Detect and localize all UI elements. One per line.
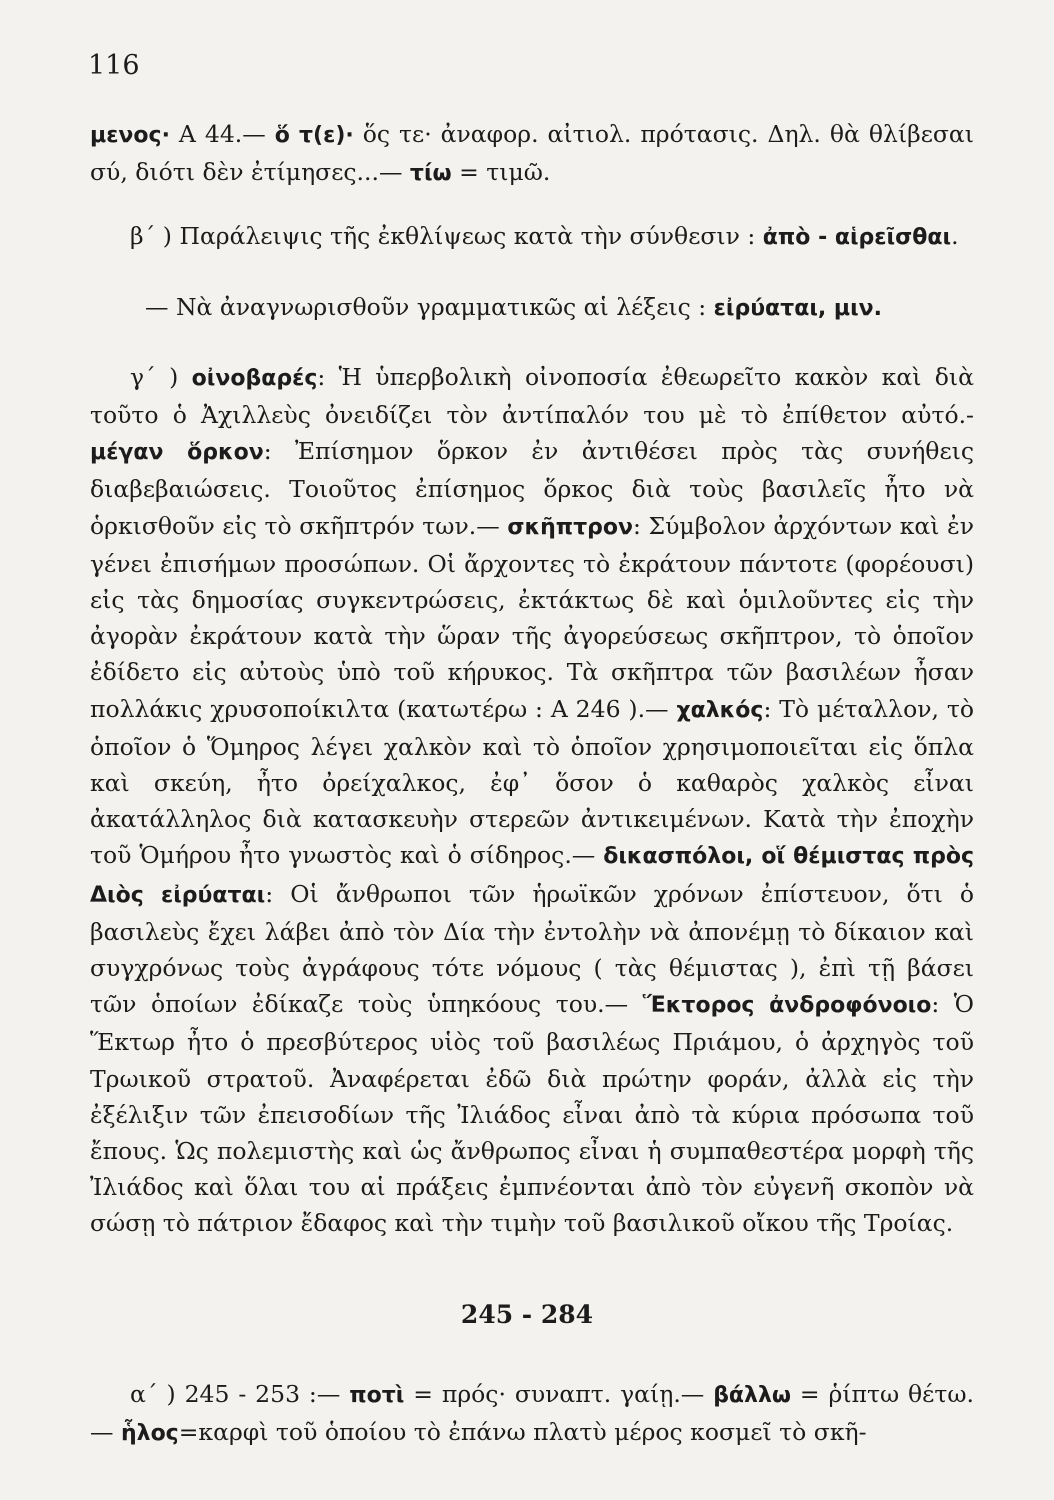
- lemma: σκῆπτρον: [507, 514, 634, 540]
- lemma: τίω: [409, 161, 452, 187]
- text: : Οἱ ἄνθρωποι τῶν ἡρωϊκῶν χρόνων ἐπίστευον, ὅτι ὁ βασιλεὺς ἔχει λάβει ἀπὸ τὸν Δία τὴν ἐντολὴν νὰ ἀπονέμῃ τὸ δίκαιον καὶ συγχρόνως τοὺς ἀγράφους τότε νόμους ( τὰς θέμιστας ), ἐπὶ τῇ βάσει τῶν ὁποίων ἐδίκαζε τοὺς ὑπηκόους του.—: [90, 879, 974, 1019]
- text: : Ἡ ὑπερβολικὴ οἰνοποσία ἐθεωρεῖτο κακὸν καὶ διὰ τοῦτο ὁ Ἀχιλλεὺς ὀνειδίζει τὸν ἀντίπαλόν του μὲ τὸ ἐπίθετον αὐτό.-: [90, 362, 975, 430]
- lemma: δικασπόλοι, οἵ θέμιστας πρὸς Διὸς εἰρύαται: [90, 844, 975, 908]
- text: : Ἐπίσημον ὅρκον ἐν ἀντιθέσει πρὸς τὰς συνήθεις διαβεβαιώσεις. Τοιοῦτος ἐπίσημος ὅρκος διὰ τοὺς βασιλεῖς ἦτο νὰ ὁρκισθοῦν εἰς τὸ σκῆπτρόν των.—: [90, 437, 974, 540]
- text: = ῥίπτω θέτω.—: [90, 1380, 974, 1447]
- lemma: χαλκός: [676, 697, 764, 723]
- section-heading: 245 - 284: [460, 1300, 594, 1329]
- lemma: βάλλω: [713, 1383, 792, 1408]
- lemma: μέγαν ὅρκον: [90, 440, 264, 466]
- paragraph-2: [90, 218, 974, 256]
- text: = πρός· συναπτ. γαίῃ.—: [404, 1380, 714, 1408]
- text: : Σύμβολον ἀρχόντων καὶ ἐν γένει ἐπισήμων προσώπων. Οἱ ἄρχοντες τὸ ἐκράτουν πάντοτε (φορέουσι) εἰς τὰς δημοσίας συγκεντρώσεις, ἐκτάκτως δὲ καὶ ὁμιλοῦντες εἰς τὴν ἀγορὰν ἐκράτουν κατὰ τὴν ὥραν τῆς ἀγορεύσεως σκῆπτρον, τὸ ὁποῖον ἐδίδετο εἰς αὐτοὺς ὑπὸ τοῦ κήρυκος. Τὰ σκῆπτρα τῶν βασιλέων ἦσαν πολλάκις χρυσοποίκιλτα (κατωτέρω : Α 246 ).—: [90, 511, 974, 723]
- lemma: ἀπὸ - αἱρεῖσθαι: [762, 225, 952, 251]
- page-body-continued: [90, 1376, 974, 1452]
- paragraph-5: [90, 1376, 974, 1452]
- text: ὅς τε· ἀναφορ. αἰτιολ. πρότασις. Δηλ. θὰ θλίβεσαι σύ, διότι δὲν ἐτίμησες...—: [90, 120, 974, 187]
- paragraph-4: [90, 359, 974, 1242]
- text: = τιμῶ.: [451, 158, 551, 187]
- lemma: οἰνοβαρές: [191, 365, 318, 391]
- lemma: ἧλος: [120, 1421, 179, 1447]
- lemma: ὅ τ(ε)·: [274, 123, 354, 148]
- text: : Ὁ Ἕκτωρ ἦτο ὁ πρεσβύτερος υἱὸς τοῦ βασιλέως Πριάμου, ὁ ἀρχηγὸς τοῦ Τρωικοῦ στρατοῦ. Ἀναφέρεται ἐδῶ διὰ πρώτην φοράν, ἀλλὰ εἰς τὴν ἐξέλιξιν τῶν ἐπεισοδίων τῆς Ἰλιάδος εἶναι ἀπὸ τὰ κύρια πρόσωπα τοῦ ἔπους. Ὡς πολεμιστὴς καὶ ὡς ἄνθρωπος εἶναι ἡ συμπαθεστέρα μορφὴ τῆς Ἰλιάδος καὶ ὅλαι του αἱ πράξεις ἐμπνέονται ἀπὸ τὸν εὐγενῆ σκοπὸν νὰ σώσῃ τὸ πάτριον ἔδαφος καὶ τὴν τιμὴν τοῦ βασιλικοῦ οἴκου τῆς Τροίας.: [90, 990, 975, 1238]
- page-body: [90, 116, 974, 1242]
- paragraph-3: [90, 289, 974, 327]
- text: γ΄ ): [130, 362, 192, 391]
- lemma: εἰρύαται, μιν.: [713, 295, 883, 321]
- text: β΄ ) Παράλειψις τῆς ἐκθλίψεως κατὰ τὴν σύνθεσιν :: [130, 222, 763, 251]
- text: — Νὰ ἀναγνωρισθοῦν γραμματικῶς αἱ λέξεις :: [145, 292, 714, 321]
- lemma: μενος·: [90, 123, 170, 148]
- page-number: 116: [88, 50, 140, 81]
- lemma: ποτὶ: [349, 1383, 405, 1408]
- lemma: Ἕκτορος ἀνδροφόνοιο: [642, 993, 932, 1019]
- text: .: [951, 222, 959, 251]
- text: : Τὸ μέταλλον, τὸ ὁποῖον ὁ Ὅμηρος λέγει χαλκὸν καὶ τὸ ὁποῖον χρησιμοποιεῖται εἰς ὅπλα καὶ σκεύη, ἦτο ὀρείχαλκος, ἐφ᾽ ὅσον ὁ καθαρὸς χαλκὸς εἶναι ἀκατάλληλος διὰ κατασκευὴν στερεῶν ἀντικειμένων. Κατὰ τὴν ἐποχὴν τοῦ Ὁμήρου ἦτο γνωστὸς καὶ ὁ σίδηρος.—: [90, 694, 975, 870]
- text: Α 44.—: [169, 120, 275, 148]
- text: =καρφὶ τοῦ ὁποίου τὸ ἐπάνω πλατὺ μέρος κοσμεῖ τὸ σκῆ-: [178, 1418, 867, 1447]
- text: α΄ ) 245 - 253 :—: [130, 1380, 350, 1408]
- paragraph-1: [90, 116, 974, 192]
